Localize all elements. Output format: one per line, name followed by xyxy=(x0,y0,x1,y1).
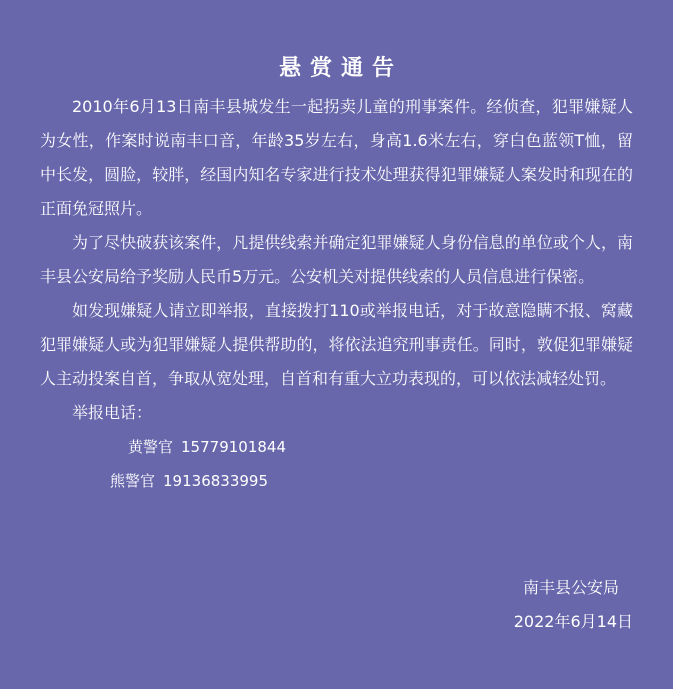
report-instructions-paragraph: 如发现嫌疑人请立即举报，直接拨打110或举报电话，对于故意隐瞒不报、窝藏犯罪嫌疑人或为犯罪嫌疑人提供帮助的，将依法追究刑事责任。同时，敦促犯罪嫌疑人主动投案自首，争取从宽处理，自首和有重大立功表现的，可以依法减轻处罚。 xyxy=(40,301,633,388)
notice-title: 悬赏通告 xyxy=(278,56,403,81)
officer-name: 黄警官 xyxy=(128,438,174,456)
officer-contact xyxy=(40,430,633,464)
case-description-paragraph: 2010年6月13日南丰县城发生一起拐卖儿童的刑事案件。经侦查，犯罪嫌疑人为女性，作案时说南丰口音，年龄35岁左右，身高1.6米左右，穿白色蓝领T恤，留中长发，圆脸，较胖，经国内知名专家进行技术处理获得犯罪嫌疑人案发时和现在的正面免冠照片。 xyxy=(40,97,633,218)
officer-phone: 15779101844 xyxy=(181,438,286,456)
issue-date: 2022年6月14日 xyxy=(513,612,633,631)
officer-contact xyxy=(40,464,633,498)
officer-name: 熊警官 xyxy=(110,472,156,490)
contact-label: 举报电话： xyxy=(72,403,153,422)
reward-paragraph: 为了尽快破获该案件，凡提供线索并确定犯罪嫌疑人身份信息的单位或个人，南丰县公安局给予奖励人民币5万元。公安机关对提供线索的人员信息进行保密。 xyxy=(40,233,633,286)
issuing-authority: 南丰县公安局 xyxy=(522,578,619,597)
officer-phone: 19136833995 xyxy=(163,472,268,490)
